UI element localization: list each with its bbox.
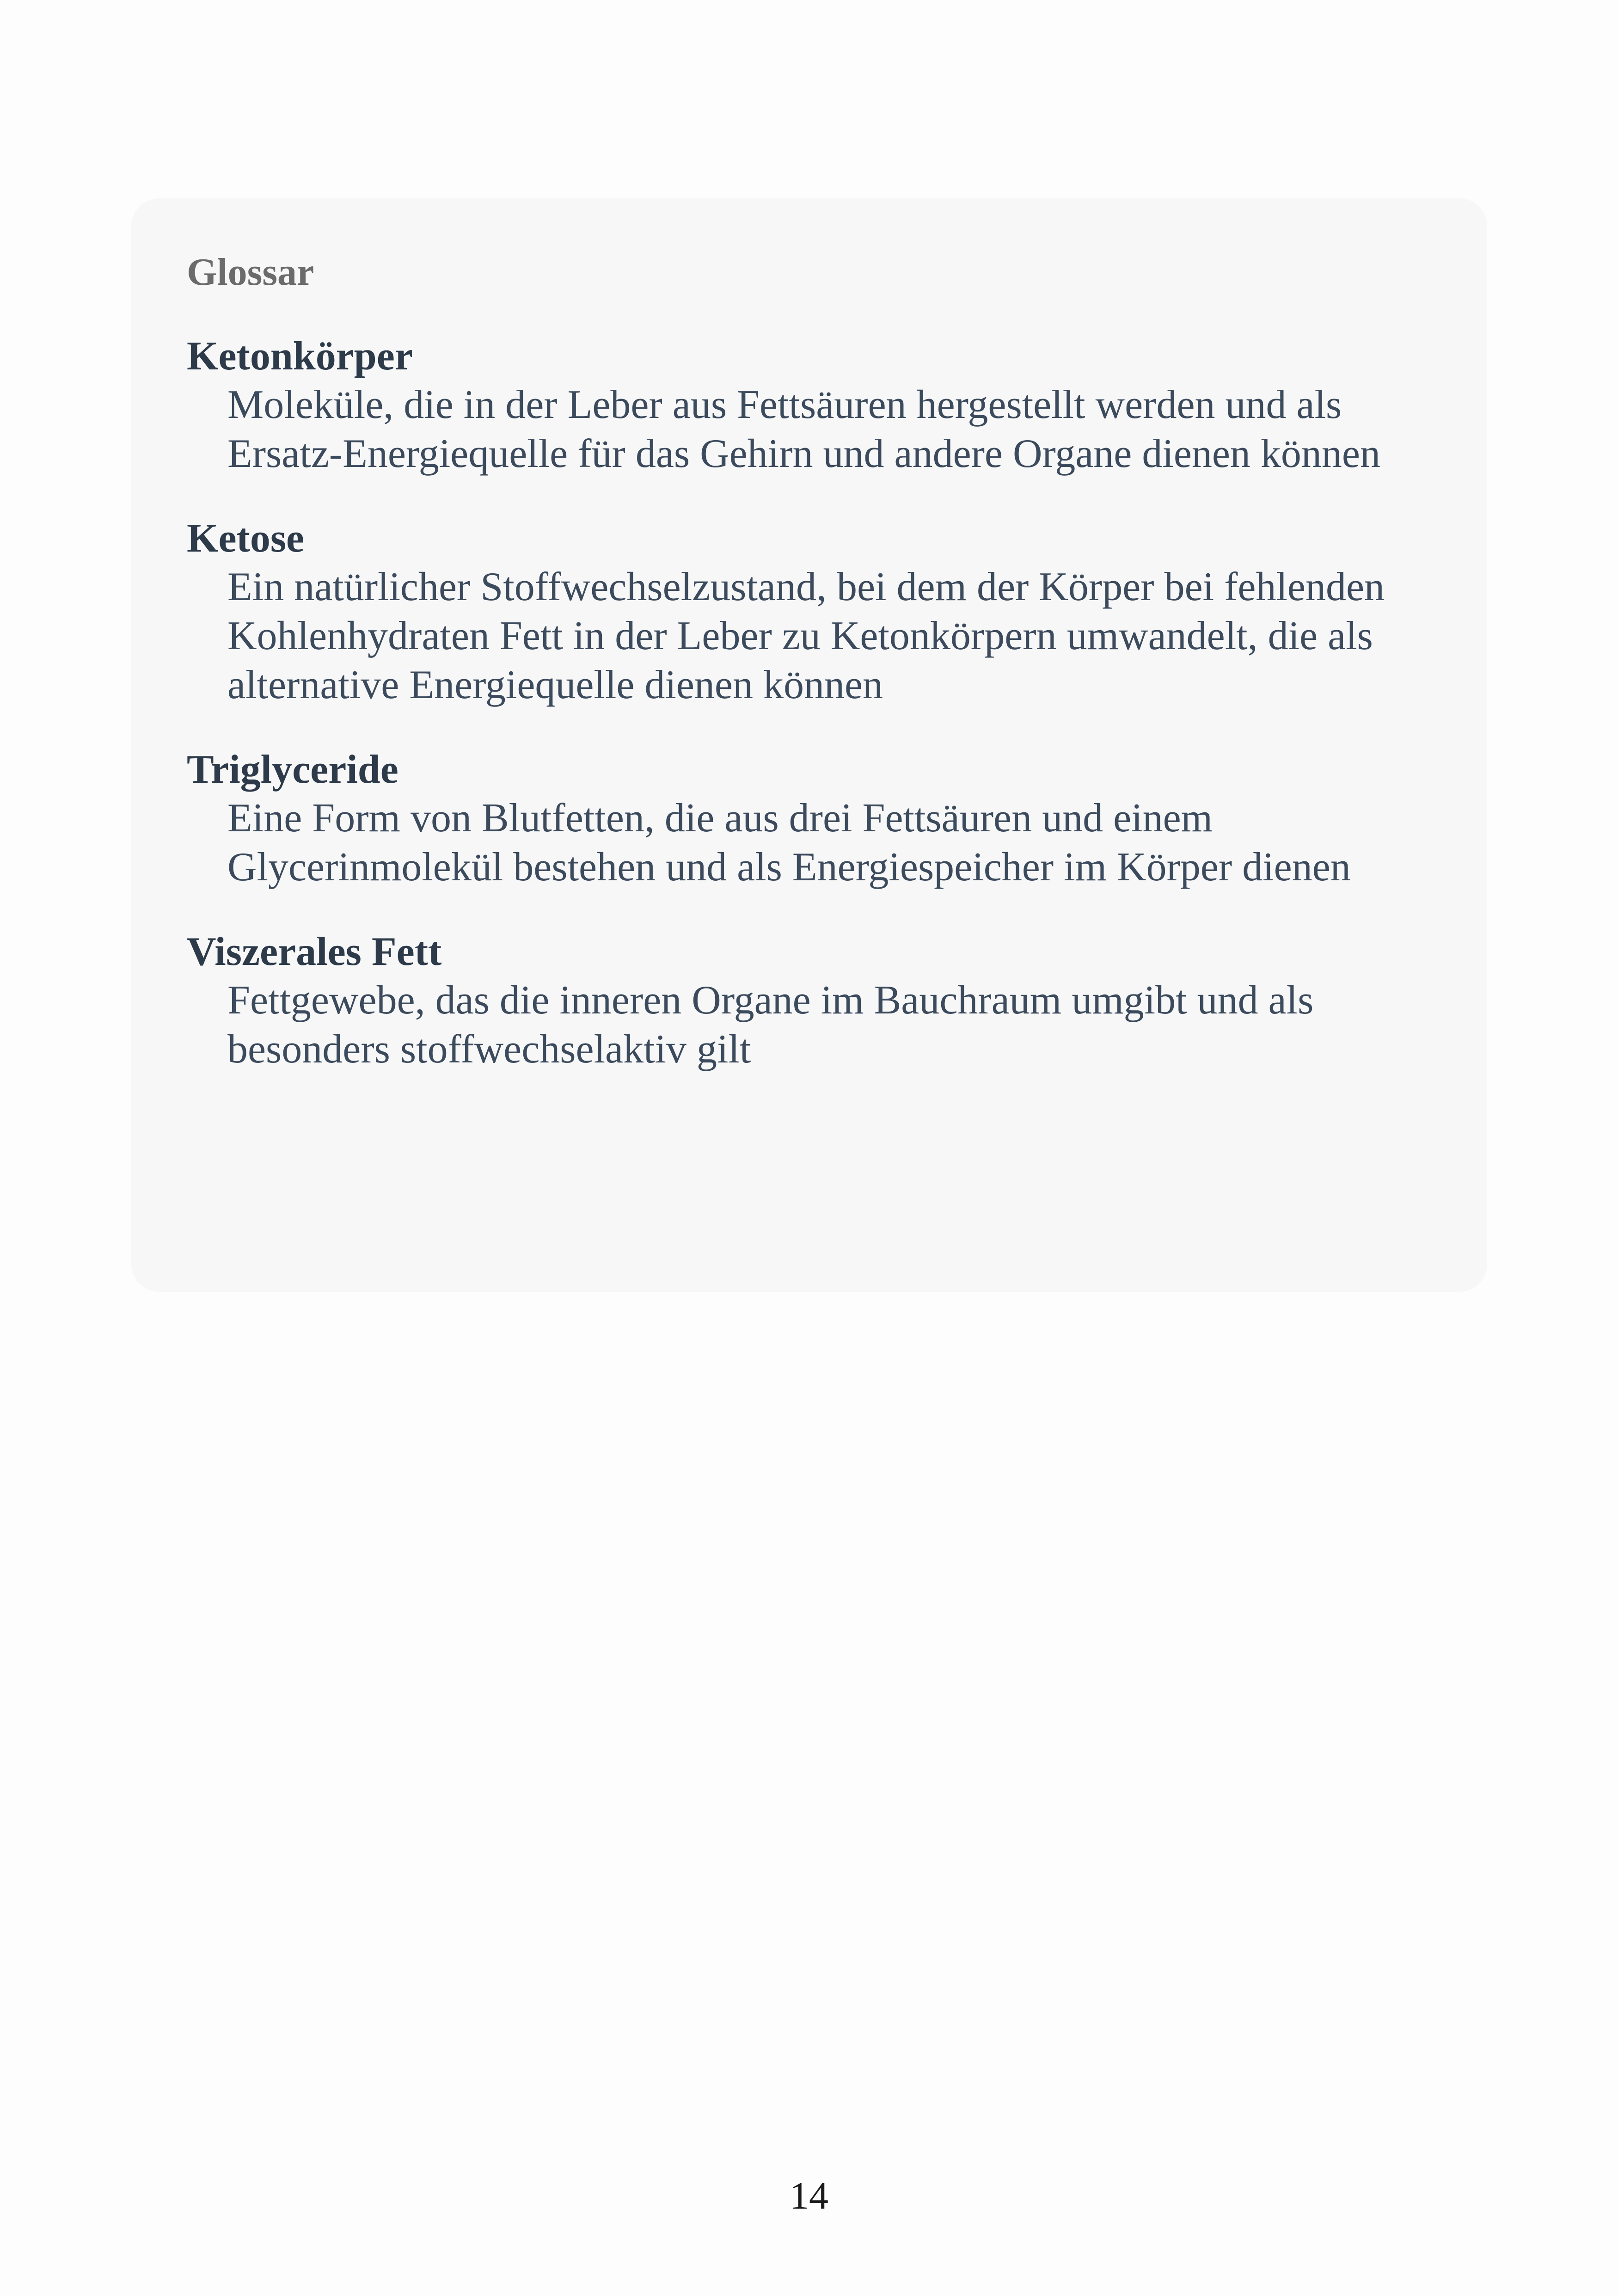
glossary-definition: Fettgewebe, das die inneren Organe im Bauchraum umgibt und als besonders stoffwechselaktiv gilt [227, 978, 1314, 1072]
glossary-term: Ketose [187, 516, 305, 561]
glossary-title: Glossar [187, 251, 314, 294]
glossary-definition: Eine Form von Blutfetten, die aus drei Fettsäuren und einem Glycerinmolekül bestehen und als Energiespeicher im Körper dienen [227, 796, 1351, 890]
glossary-box [131, 198, 1487, 1292]
glossary-term: Triglyceride [187, 747, 398, 792]
glossary-entry-triglyceride [187, 746, 1432, 892]
glossary-definition: Ein natürlicher Stoffwechselzustand, bei dem der Körper bei fehlenden Kohlenhydraten Fett in der Leber zu Ketonkörpern umwandelt, die als alternative Energiequelle dienen können [227, 565, 1385, 707]
glossary-definition: Moleküle, die in der Leber aus Fettsäuren hergestellt werden und als Ersatz-Energiequelle für das Gehirn und andere Organe dienen können [227, 382, 1380, 476]
glossary-entry-ketonkoerper [187, 332, 1432, 479]
page-number: 14 [790, 2174, 828, 2217]
glossary-entry-viszerales-fett [187, 928, 1432, 1074]
glossary-entry-ketose [187, 515, 1432, 710]
glossary-term: Viszerales Fett [187, 929, 442, 974]
glossary-term: Ketonkörper [187, 334, 413, 379]
